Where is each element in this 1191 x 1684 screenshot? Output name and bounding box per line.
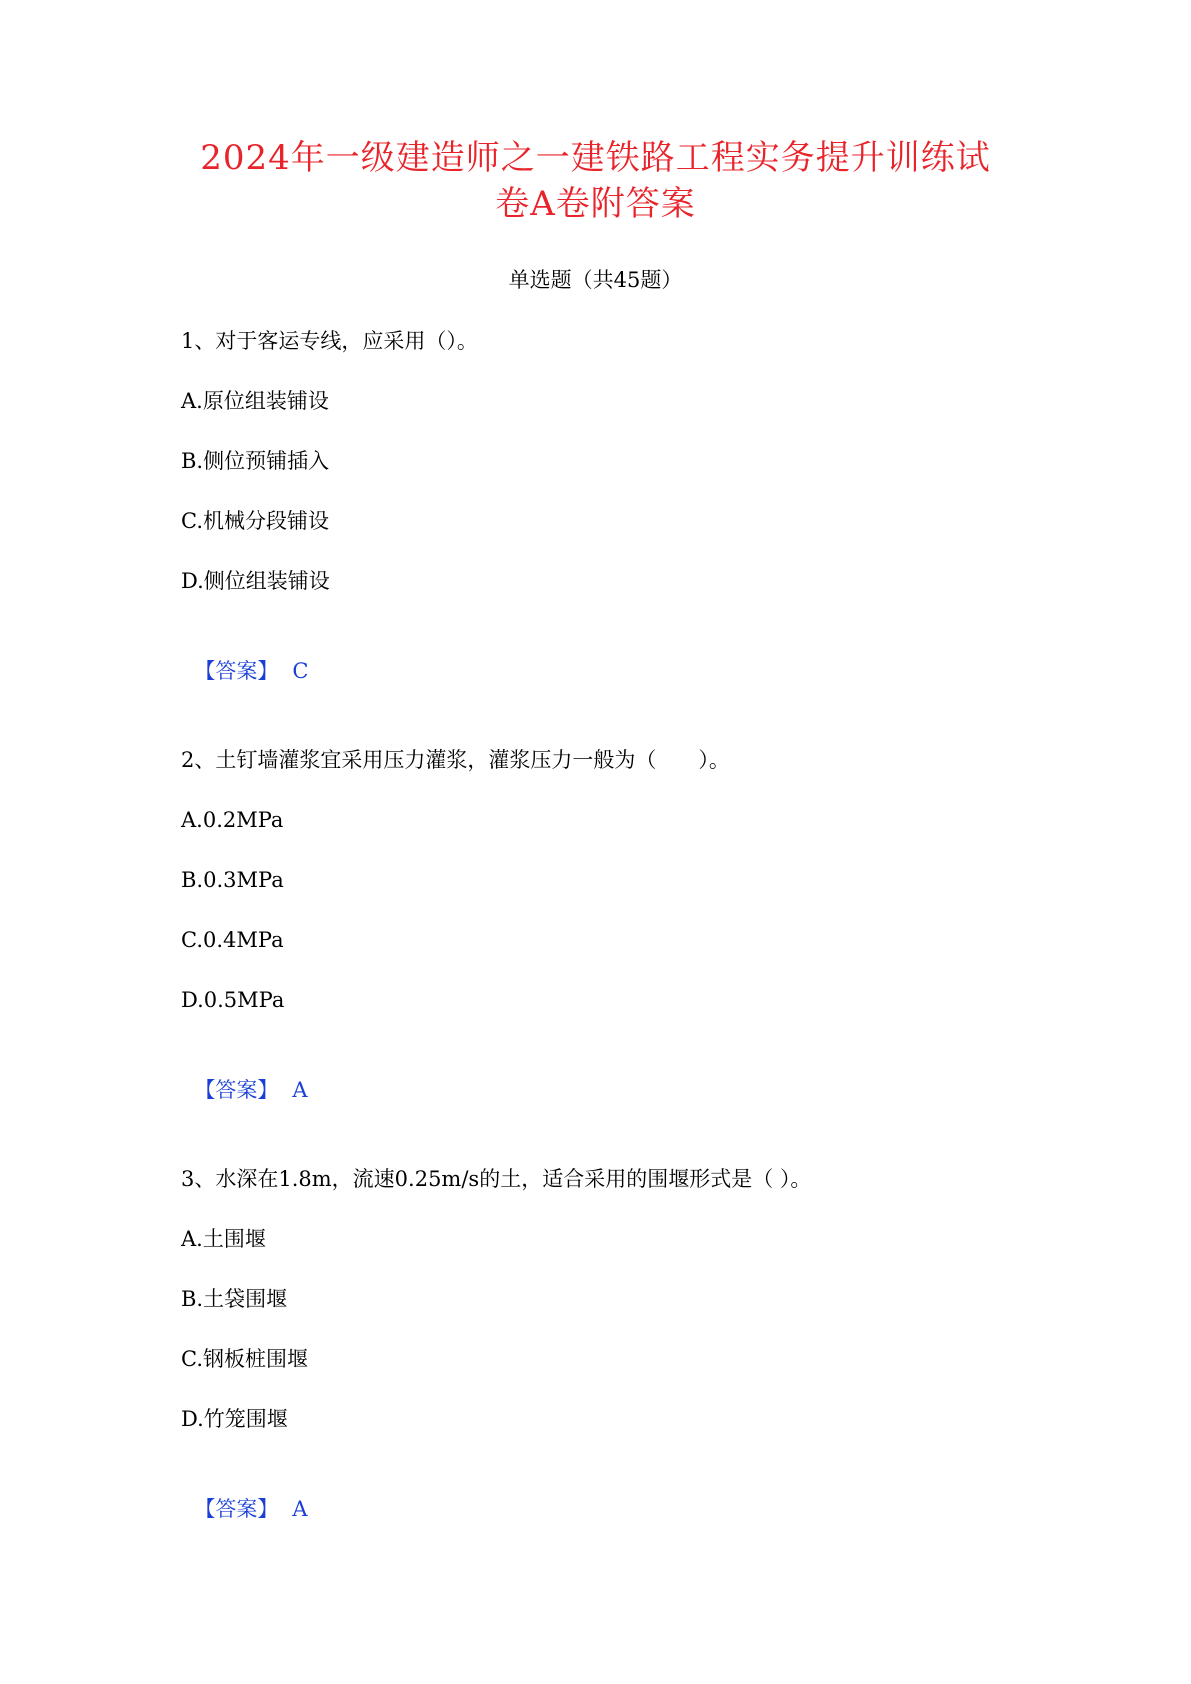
section-heading: 单选题（共45题） [508,268,683,292]
question-option: A.0.2MPa [181,808,284,832]
question-option: D.0.5MPa [181,988,285,1012]
question-stem: 1、对于客运专线，应采用（）。 [181,329,478,353]
question-option: A.原位组装铺设 [181,389,329,413]
question-stem: 2、土钉墙灌浆宜采用压力灌浆，灌浆压力一般为（ ）。 [181,748,730,772]
question-option: D.竹笼围堰 [181,1407,288,1431]
question-option: C.0.4MPa [181,928,284,952]
answer-value: A [292,1078,308,1102]
answer-line [181,1464,308,1524]
question-option: D.侧位组装铺设 [181,569,330,593]
question-option: C.钢板桩围堰 [181,1347,308,1371]
question-option: A.土围堰 [181,1227,266,1251]
document-title-line-2: 卷A卷附答案 [495,184,696,224]
answer-value: C [292,659,309,683]
answer-line [181,1045,308,1105]
answer-tag: 【答案】 [194,1497,279,1521]
answer-line [181,626,308,686]
answer-value: A [292,1497,308,1521]
answer-tag: 【答案】 [194,1078,279,1102]
question-option: C.机械分段铺设 [181,509,329,533]
question-option: B.侧位预铺插入 [181,449,330,473]
answer-tag: 【答案】 [194,659,279,683]
question-option: B.土袋围堰 [181,1287,288,1311]
question-option: B.0.3MPa [181,868,284,892]
document-title-line-1: 2024年一级建造师之一建铁路工程实务提升训练试 [200,138,991,178]
question-stem: 3、水深在1.8m，流速0.25m/s的土，适合采用的围堰形式是（ ）。 [181,1167,812,1191]
